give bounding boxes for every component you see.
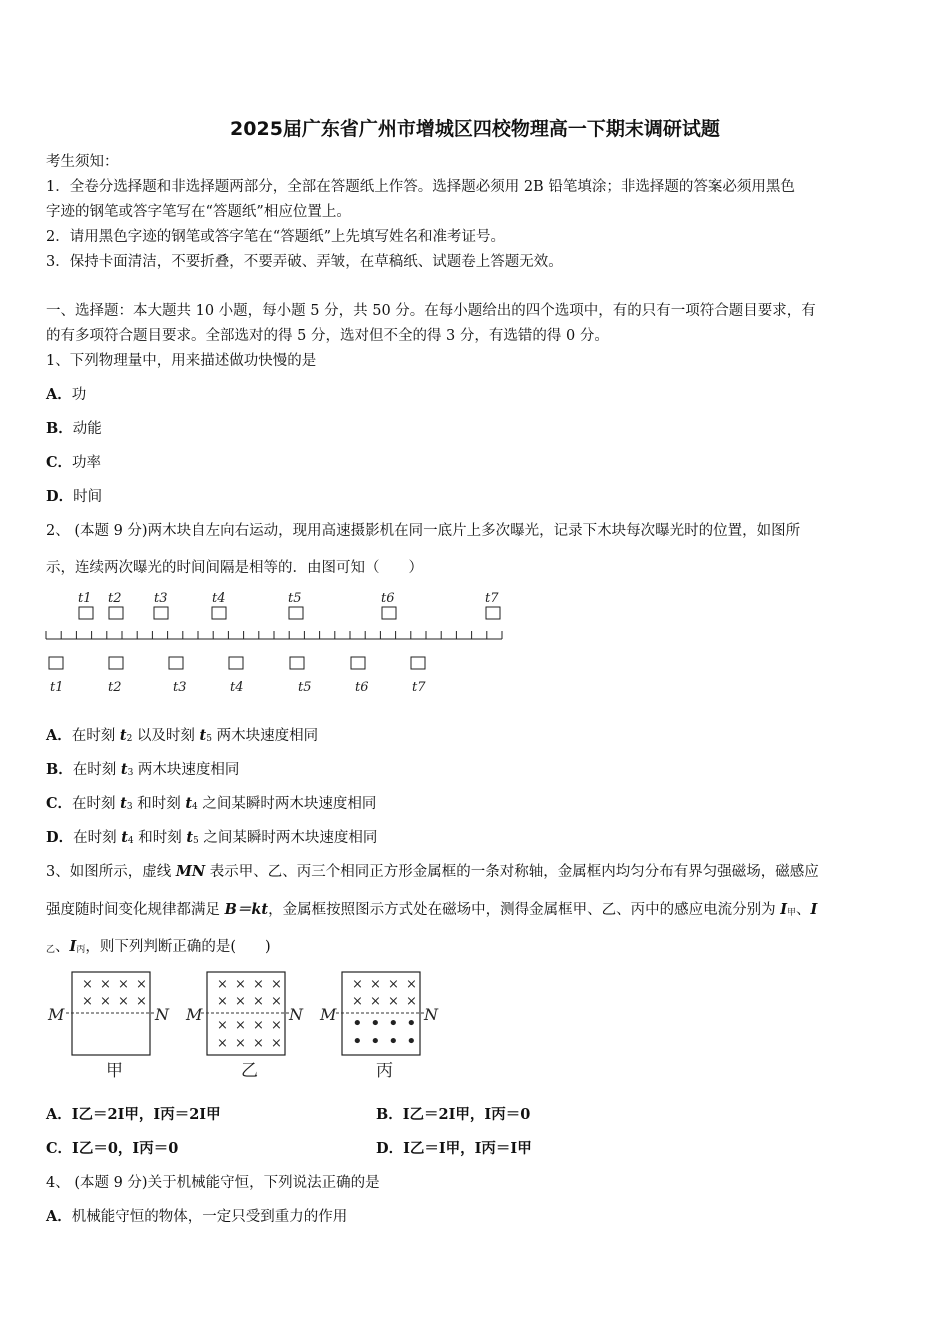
q2-top-block xyxy=(154,607,168,619)
q3-field-cross: × xyxy=(217,1018,228,1033)
q3-label-n: N xyxy=(155,1005,169,1024)
q1-option-b-label: B． xyxy=(46,420,73,437)
q2-bottom-block xyxy=(351,657,365,669)
q3-field-dot: • xyxy=(406,1031,417,1052)
q3-frame-jia xyxy=(66,972,156,1055)
notice-line-2: 2．请用黑色字迹的钢笔或答字笔在“答题纸”上先填写姓名和准考证号。 xyxy=(46,229,506,245)
q3-field-cross: × xyxy=(136,994,147,1009)
q3-stem-line-3 xyxy=(46,937,908,960)
q2-option-b xyxy=(46,760,908,783)
q3-field-cross: × xyxy=(271,1036,282,1051)
q2-option-d-text: 之间某瞬时两木块速度相同 xyxy=(198,830,378,846)
q2-top-block xyxy=(79,607,93,619)
q3-text: 、 xyxy=(796,902,811,918)
q3-var: I xyxy=(69,938,77,955)
q3-frame-bing xyxy=(336,972,426,1055)
q2-figure xyxy=(40,585,510,697)
q2-option-a xyxy=(46,726,908,749)
q2-option-b-var: t xyxy=(120,761,128,778)
q3-field-dot: • xyxy=(352,1031,363,1052)
q2-stem-line-1: 2、 (本题 9 分)两木块自左向右运动，现用高速摄影机在同一底片上多次曝光，记录下木块每次曝光时的位置，如图所 xyxy=(46,523,801,539)
q3-var: I xyxy=(780,901,788,918)
q2-option-b-sub: 3 xyxy=(127,768,134,778)
q1-option-c xyxy=(46,453,908,473)
q3-option-b xyxy=(376,1105,530,1125)
q1-option-b-text: 动能 xyxy=(72,421,102,437)
q3-option-b-label: B． xyxy=(376,1106,403,1123)
q3-field-dot: • xyxy=(370,1013,381,1034)
q3-field-cross: × xyxy=(253,1018,264,1033)
q2-option-a-text: 在时刻 xyxy=(71,728,120,744)
q2-top-label: t1 xyxy=(78,591,92,606)
q2-option-d-label: D． xyxy=(46,829,74,846)
q2-bottom-label: t5 xyxy=(298,680,312,695)
q2-option-c-text: 和时刻 xyxy=(132,796,186,812)
q2-top-label: t5 xyxy=(288,591,302,606)
q4-option-a-text: 机械能守恒的物体，一定只受到重力的作用 xyxy=(71,1209,348,1225)
q3-option-c-text: I乙＝0，I丙＝0 xyxy=(72,1140,179,1157)
q3-field-cross: × xyxy=(406,994,417,1009)
q2-option-a-text: 以及时刻 xyxy=(132,728,200,744)
q3-text: 3、如图所示，虚线 xyxy=(46,864,176,880)
q3-field-cross: × xyxy=(388,977,399,992)
q3-var: MN xyxy=(175,863,206,880)
q2-option-d-text: 在时刻 xyxy=(73,830,122,846)
q2-option-a-var: t xyxy=(199,727,207,744)
q3-field-cross: × xyxy=(100,977,111,992)
q3-text: ，金属框按照图示方式处在磁场中，测得金属框甲、乙、丙中的感应电流分别为 xyxy=(268,902,781,918)
q3-equation: B＝kt xyxy=(224,901,269,918)
q1-option-c-label: C． xyxy=(46,454,73,471)
q2-option-a-text: 两木块速度相同 xyxy=(211,728,319,744)
q3-field-cross: × xyxy=(406,977,417,992)
q2-option-d-sub: 5 xyxy=(193,836,199,846)
q3-field-cross: × xyxy=(388,994,399,1009)
q2-option-b-text: 在时刻 xyxy=(72,762,121,778)
q2-top-label: t3 xyxy=(154,591,168,606)
q3-field-cross: × xyxy=(253,977,264,992)
q3-field-dot: • xyxy=(352,1013,363,1034)
q3-label-n: N xyxy=(424,1005,438,1024)
q3-sub: 乙 xyxy=(46,945,56,955)
q4-option-a-label: A． xyxy=(46,1208,72,1225)
q3-figure xyxy=(44,966,454,1084)
q2-bottom-block xyxy=(290,657,304,669)
q2-bottom-block xyxy=(229,657,243,669)
q1-option-d xyxy=(46,487,908,507)
q1-option-a-text: 功 xyxy=(71,387,87,403)
q2-option-a-sub: 5 xyxy=(206,734,212,744)
q3-frame-name-yi: 乙 xyxy=(241,1061,258,1081)
q2-bottom-block xyxy=(109,657,123,669)
q3-label-m: M xyxy=(186,1005,203,1024)
q3-field-dot: • xyxy=(388,1013,399,1034)
q2-bottom-label: t2 xyxy=(108,680,122,695)
q2-ruler xyxy=(46,631,502,639)
q3-field-cross: × xyxy=(253,994,264,1009)
q3-field-dot: • xyxy=(388,1031,399,1052)
q3-field-dot: • xyxy=(370,1031,381,1052)
q2-bottom-label: t1 xyxy=(50,680,64,695)
q2-option-c-text: 在时刻 xyxy=(72,796,121,812)
q3-field-cross: × xyxy=(82,977,93,992)
q3-field-dot: • xyxy=(406,1013,417,1034)
q3-label-n: N xyxy=(289,1005,303,1024)
q4-option-a xyxy=(46,1207,908,1227)
q1-option-a-label: A． xyxy=(46,386,72,403)
q1-option-d-label: D． xyxy=(46,488,74,505)
q2-top-block xyxy=(486,607,500,619)
q3-option-d-label: D． xyxy=(376,1140,404,1157)
q2-top-label: t4 xyxy=(212,591,226,606)
q3-field-cross: × xyxy=(118,977,129,992)
q1-stem: 1、下列物理量中，用来描述做功快慢的是 xyxy=(46,353,317,369)
q3-field-cross: × xyxy=(352,977,363,992)
q2-option-b-label: B． xyxy=(46,761,73,778)
q2-option-d xyxy=(46,828,908,851)
q3-frame-name-jia: 甲 xyxy=(106,1061,123,1081)
q3-option-a-text: I乙＝2I甲，I丙＝2I甲 xyxy=(71,1106,221,1123)
q1-option-b xyxy=(46,419,908,439)
q3-option-d-text: I乙＝I甲，I丙＝I甲 xyxy=(403,1140,532,1157)
q2-option-b-text: 两木块速度相同 xyxy=(133,762,240,778)
q3-option-c-label: C． xyxy=(46,1140,73,1157)
q3-option-a-label: A． xyxy=(46,1106,72,1123)
q2-option-d-var: t xyxy=(186,829,194,846)
q3-field-cross: × xyxy=(217,1036,228,1051)
section-1-line-1: 一、选择题：本大题共 10 小题，每小题 5 分，共 50 分。在每小题给出的四个选项中，有的只有一项符合题目要求，有 xyxy=(46,303,816,319)
q2-option-d-text: 和时刻 xyxy=(133,830,187,846)
q3-frame-name-bing: 丙 xyxy=(376,1061,393,1081)
q3-sub: 丙 xyxy=(76,945,86,955)
q3-frame-yi xyxy=(201,972,291,1055)
q2-top-label: t2 xyxy=(108,591,122,606)
notice-line-3: 3．保持卡面清洁，不要折叠，不要弄破、弄皱，在草稿纸、试题卷上答题无效。 xyxy=(46,254,563,270)
q3-field-cross: × xyxy=(253,1036,264,1051)
q3-field-cross: × xyxy=(235,994,246,1009)
q2-bottom-label: t4 xyxy=(230,680,244,695)
q2-option-c-var: t xyxy=(185,795,193,812)
q2-option-a-sub: 2 xyxy=(126,734,133,744)
q2-bottom-blocks xyxy=(49,657,425,669)
q2-top-block xyxy=(109,607,123,619)
q3-field-cross: × xyxy=(82,994,93,1009)
q3-label-m: M xyxy=(48,1005,65,1024)
q2-option-c-text: 之间某瞬时两木块速度相同 xyxy=(197,796,377,812)
q3-field-cross: × xyxy=(370,977,381,992)
q3-field-cross: × xyxy=(352,994,363,1009)
q2-option-c-var: t xyxy=(120,795,127,812)
q2-option-a-label: A． xyxy=(46,727,72,744)
q3-text: ，则下列判断正确的是( ) xyxy=(85,939,271,955)
q1-option-c-text: 功率 xyxy=(72,455,102,471)
q3-text: 表示甲、乙、丙三个相同正方形金属框的一条对称轴，金属框内均匀分布有界匀强磁场，磁感应 xyxy=(205,864,819,880)
q3-field-cross: × xyxy=(235,1018,246,1033)
q2-option-c-sub: 3 xyxy=(126,802,133,812)
q3-sub: 甲 xyxy=(787,908,797,918)
q2-top-block xyxy=(382,607,396,619)
q2-option-c-label: C． xyxy=(46,795,73,812)
notice-line-1b: 字迹的钢笔或答字笔写在“答题纸”相应位置上。 xyxy=(46,204,351,220)
q3-text: 强度随时间变化规律都满足 xyxy=(46,902,225,918)
q3-field-cross: × xyxy=(100,994,111,1009)
q4-stem: 4、 (本题 9 分)关于机械能守恒，下列说法正确的是 xyxy=(46,1175,380,1191)
q2-stem-line-2: 示，连续两次曝光的时间间隔是相等的．由图可知（ ） xyxy=(46,560,423,576)
q3-field-cross: × xyxy=(118,994,129,1009)
notice-heading: 考生须知： xyxy=(46,154,119,170)
q2-top-label: t7 xyxy=(485,591,499,606)
q3-stem-line-1 xyxy=(46,862,908,882)
q2-top-block xyxy=(212,607,226,619)
q2-option-d-sub: 4 xyxy=(127,836,134,846)
q1-option-d-text: 时间 xyxy=(73,489,103,505)
q3-label-m: M xyxy=(320,1005,337,1024)
q2-option-c xyxy=(46,794,908,817)
q3-field-cross: × xyxy=(217,994,228,1009)
q3-var: I xyxy=(810,901,818,918)
q3-stem-line-2 xyxy=(46,900,908,923)
q3-option-b-text: I乙＝2I甲，I丙＝0 xyxy=(402,1106,531,1123)
q2-bottom-block xyxy=(411,657,425,669)
q2-top-label: t6 xyxy=(381,591,395,606)
q3-field-cross: × xyxy=(271,977,282,992)
q3-field-cross: × xyxy=(370,994,381,1009)
q2-top-blocks xyxy=(79,607,500,619)
notice-line-1a: 1．全卷分选择题和非选择题两部分，全部在答题纸上作答。选择题必须用 2B 铅笔填涂；非选择题的答案必须用黑色 xyxy=(46,179,795,195)
q3-field-cross: × xyxy=(136,977,147,992)
q3-field-cross: × xyxy=(217,977,228,992)
q2-bottom-block xyxy=(169,657,183,669)
q2-bottom-label: t7 xyxy=(412,680,426,695)
q2-bottom-block xyxy=(49,657,63,669)
q2-bottom-label: t3 xyxy=(173,680,187,695)
q3-field-cross: × xyxy=(235,1036,246,1051)
q2-top-block xyxy=(289,607,303,619)
q2-bottom-label: t6 xyxy=(355,680,369,695)
q3-option-d xyxy=(376,1139,532,1159)
page-title: 2025届广东省广州市增城区四校物理高一下期末调研试题 xyxy=(230,118,720,140)
q3-field-cross: × xyxy=(271,994,282,1009)
q3-field-cross: × xyxy=(235,977,246,992)
q3-text: 、 xyxy=(55,939,70,955)
q1-option-a xyxy=(46,385,908,405)
section-1-line-2: 的有多项符合题目要求。全部选对的得 5 分，选对但不全的得 3 分，有选错的得 0 分。 xyxy=(46,328,609,344)
q3-field-cross: × xyxy=(271,1018,282,1033)
q2-option-d-var: t xyxy=(121,829,128,846)
q2-option-c-sub: 4 xyxy=(192,802,198,812)
q2-option-a-var: t xyxy=(119,727,127,744)
